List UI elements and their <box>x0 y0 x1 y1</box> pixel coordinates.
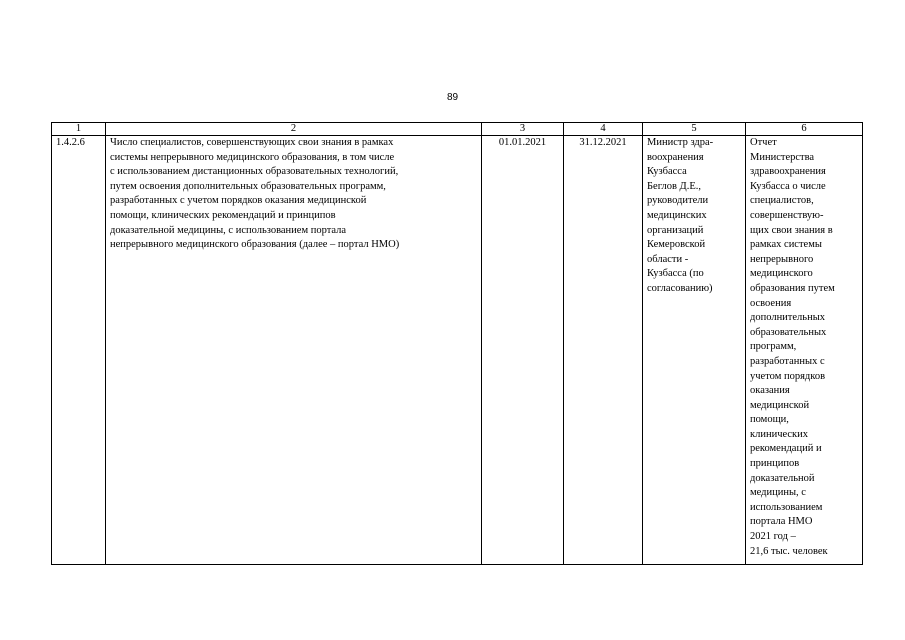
responsible-line: Беглов Д.Е., <box>647 180 701 192</box>
responsible-line: организаций <box>647 224 704 236</box>
description-line: системы непрерывного медицинского образования, в том числе <box>110 151 395 163</box>
result-line: программ, <box>750 341 797 353</box>
responsible-line: Министр здра- <box>647 137 714 148</box>
result-cell <box>746 136 863 565</box>
responsible-line: руководители <box>647 195 709 207</box>
result-line: медицинской <box>750 399 810 411</box>
result-line: помощи, <box>750 414 789 426</box>
result-line: портала НМО <box>750 516 813 528</box>
table-header-row <box>52 123 863 136</box>
result-line: дополнительных <box>750 312 826 324</box>
row-id: 1.4.2.6 <box>56 137 85 148</box>
row-id-cell <box>52 136 106 565</box>
end-date: 31.12.2021 <box>579 137 627 148</box>
column-header: 5 <box>643 123 746 136</box>
result-line: образования путем <box>750 282 835 294</box>
result-line: Министерства <box>750 151 815 163</box>
description-cell <box>106 136 482 565</box>
result-line: клинических <box>750 428 809 440</box>
column-header: 3 <box>482 123 564 136</box>
result-line: 2021 год – <box>750 531 796 543</box>
result-line: Кузбасса о числе <box>750 180 826 192</box>
start-date-cell <box>482 136 564 565</box>
column-header: 2 <box>106 123 482 136</box>
result-line: использованием <box>750 501 823 513</box>
result-line: учетом порядков <box>750 370 826 382</box>
table-row <box>52 136 863 565</box>
result-line: совершенствую- <box>750 209 824 221</box>
result-line: рекомендаций и <box>750 443 822 455</box>
end-date-cell <box>564 136 643 565</box>
result-line: специалистов, <box>750 195 814 207</box>
responsible-line: медицинских <box>647 209 707 221</box>
result-line: рамках системы <box>750 239 822 251</box>
responsible-cell <box>643 136 746 565</box>
result-line: медицинского <box>750 268 813 280</box>
description-line: непрерывного медицинского образования (далее – портал НМО) <box>110 239 400 251</box>
responsible-line: согласованию) <box>647 282 713 294</box>
result-line: Отчет <box>750 137 777 148</box>
result-line: освоения <box>750 297 792 309</box>
description-line: Число специалистов, совершенствующих свои знания в рамках <box>110 137 394 148</box>
result-line: доказательной <box>750 472 815 484</box>
result-line: медицины, с <box>750 487 806 499</box>
plan-table <box>51 122 863 565</box>
result-line: образовательных <box>750 326 827 338</box>
result-line: непрерывного <box>750 253 814 265</box>
responsible-line: Кузбасса <box>647 166 687 178</box>
result-line: разработанных с <box>750 355 825 367</box>
result-line: здравоохранения <box>750 166 826 178</box>
column-header: 4 <box>564 123 643 136</box>
description-line: с использованием дистанционных образовательных технологий, <box>110 166 399 178</box>
description-line: путем освоения дополнительных образовательных программ, <box>110 180 386 192</box>
description-line: разработанных с учетом порядков оказания медицинской <box>110 195 367 207</box>
description-line: помощи, клинических рекомендаций и принципов <box>110 209 336 221</box>
result-line: принципов <box>750 458 800 470</box>
column-header: 6 <box>746 123 863 136</box>
page-number: 89 <box>446 92 459 103</box>
column-header: 1 <box>52 123 106 136</box>
result-line: оказания <box>750 385 790 397</box>
responsible-line: Кемеровской <box>647 239 706 251</box>
description-line: доказательной медицины, с использованием портала <box>110 224 347 236</box>
responsible-line: воохранения <box>647 151 704 163</box>
result-line: 21,6 тыс. человек <box>750 545 828 557</box>
start-date: 01.01.2021 <box>498 137 547 148</box>
responsible-line: Кузбасса (по <box>647 268 704 280</box>
result-line: щих свои знания в <box>750 224 833 236</box>
responsible-line: области - <box>647 253 689 265</box>
